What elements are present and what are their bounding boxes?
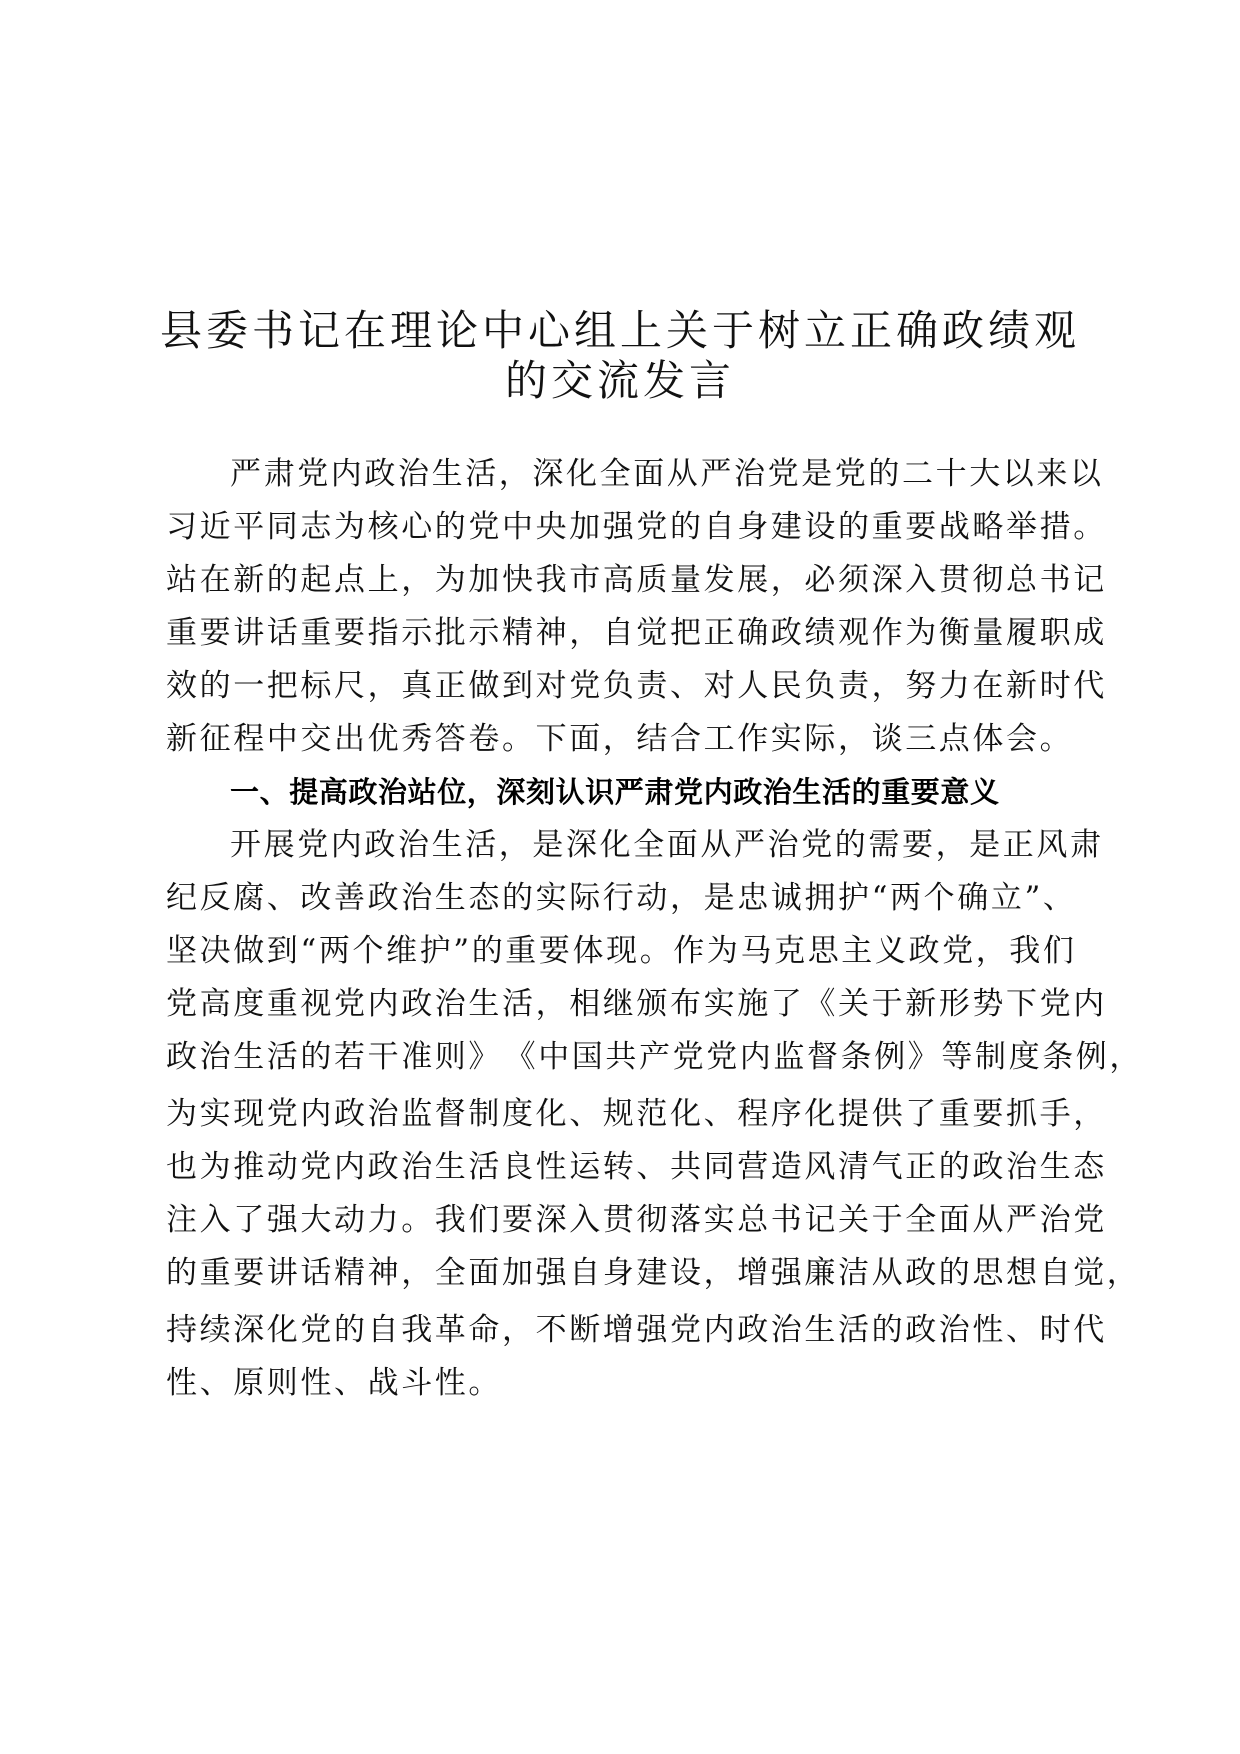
paragraph-2-line-5: 政治生活的若干准则》 《中国共产党党内监督条例》等制度条例， bbox=[166, 1039, 1143, 1075]
document-title-line-2: 的交流发言 bbox=[504, 356, 735, 405]
paragraph-2-line-10: 持续深化党的自我革命，不断增强党内政治生活的政治性、时代 bbox=[166, 1312, 1107, 1348]
paragraph-2-line-4: 党高度重视党内政治生活，相继颁布实施了《关于新形势下党内 bbox=[166, 986, 1107, 1022]
document-title-line-1: 县委书记在理论中心组上关于树立正确政绩观 bbox=[159, 306, 1080, 355]
paragraph-2-line-8: 注入了强大动力。我们要深入贯彻落实总书记关于全面从严治党 bbox=[166, 1202, 1107, 1238]
paragraph-2-line-7: 也为推动党内政治生活良性运转、共同营造风清气正的政治生态 bbox=[166, 1149, 1107, 1185]
paragraph-2-line-2: 纪反腐、改善政治生态的实际行动，是忠诚拥护“两个确立”、 bbox=[166, 880, 1077, 916]
paragraph-2-line-3: 坚决做到“两个维护”的重要体现。作为马克思主义政党，我们 bbox=[166, 933, 1077, 969]
paragraph-1-line-2: 习近平同志为核心的党中央加强党的自身建设的重要战略举措。 bbox=[166, 509, 1107, 545]
paragraph-2-line-9: 的重要讲话精神，全面加强自身建设，增强廉洁从政的思想自觉， bbox=[166, 1255, 1141, 1291]
paragraph-1-line-6: 新征程中交出优秀答卷。下面，结合工作实际，谈三点体会。 bbox=[166, 721, 1074, 757]
paragraph-1-line-1: 严肃党内政治生活，深化全面从严治党是党的二十大以来以 bbox=[230, 456, 1104, 492]
paragraph-2-line-6: 为实现党内政治监督制度化、规范化、程序化提供了重要抓手， bbox=[166, 1096, 1107, 1132]
paragraph-1-line-5: 效的一把标尺，真正做到对党负责、对人民负责，努力在新时代 bbox=[166, 668, 1107, 704]
paragraph-2-line-1: 开展党内政治生活，是深化全面从严治党的需要，是正风肃 bbox=[230, 827, 1104, 863]
paragraph-1-line-3: 站在新的起点上，为加快我市高质量发展，必须深入贯彻总书记 bbox=[166, 562, 1107, 598]
paragraph-2-line-11: 性、原则性、战斗性。 bbox=[166, 1365, 502, 1401]
section-1-heading: 一、提高政治站位，深刻认识严肃党内政治生活的重要意义 bbox=[230, 775, 1000, 809]
paragraph-1-line-4: 重要讲话重要指示批示精神，自觉把正确政绩观作为衡量履职成 bbox=[166, 615, 1107, 651]
